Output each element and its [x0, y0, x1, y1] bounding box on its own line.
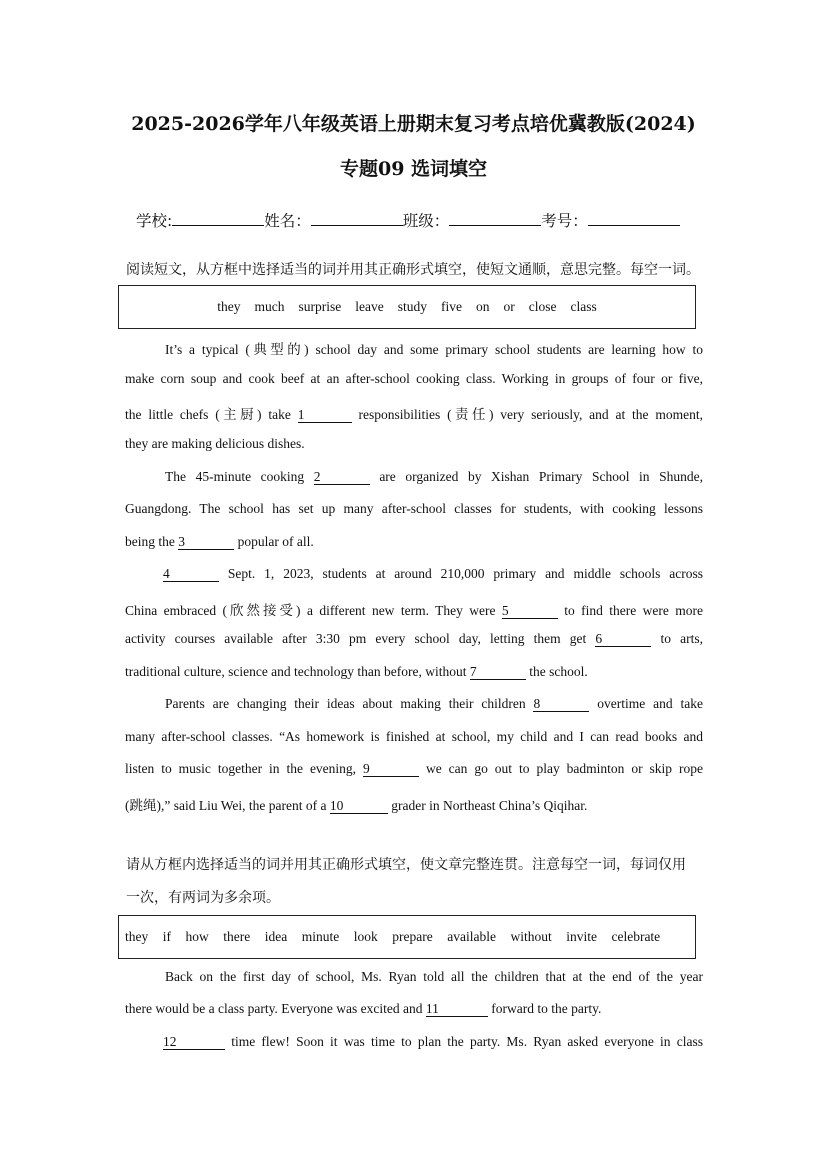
- answer-blank-5[interactable]: 5: [502, 604, 558, 619]
- word-bank-word: look: [353, 929, 378, 944]
- passage-line: [125, 631, 703, 651]
- passage-text: Guangdong. The school has set up many after-school classes for students, with cooking lessons: [125, 501, 703, 516]
- passage-line: [165, 338, 703, 358]
- word-bank-word: study: [397, 299, 427, 314]
- word-bank-2: [118, 915, 696, 959]
- passage-text: the little chefs (主厨) take: [125, 407, 298, 422]
- passage-text: there would be a class party. Everyone was excited and: [125, 1001, 426, 1016]
- answer-blank-2[interactable]: 2: [314, 470, 370, 485]
- passage-text: grader in Northeast China’s Qiqihar.: [387, 798, 588, 813]
- word-bank-word: or: [503, 299, 515, 314]
- page-subtitle: 专题09 选词填空: [339, 158, 488, 180]
- passage-text: the school.: [525, 664, 588, 679]
- passage-line: [125, 534, 703, 554]
- passage-line: [163, 566, 703, 586]
- passage-line: [125, 599, 703, 619]
- passage-text: The 45-minute cooking: [165, 469, 314, 484]
- answer-blank-1[interactable]: 1: [298, 408, 352, 423]
- passage-line: [125, 664, 703, 684]
- passage-text: we can go out to play badminton or skip rope: [419, 761, 703, 776]
- answer-blank-11[interactable]: 11: [426, 1002, 488, 1017]
- passage-text: popular of all.: [234, 534, 314, 549]
- answer-blank-4[interactable]: 4: [163, 567, 219, 582]
- passage-line: [125, 371, 703, 391]
- word-bank-word: minute: [301, 929, 340, 944]
- exam-no-label: 考号：: [541, 212, 588, 230]
- word-bank-word: invite: [566, 929, 597, 944]
- passage-line: [165, 469, 703, 489]
- class-field[interactable]: [449, 211, 541, 226]
- passage-text: forward to the party.: [487, 1001, 602, 1016]
- answer-blank-6[interactable]: 6: [595, 632, 651, 647]
- passage-line: [165, 969, 703, 989]
- section2-instruction-line2: 一次，有两词为多余项。: [126, 890, 280, 906]
- passage-line: [163, 1034, 703, 1054]
- class-label: 班级：: [402, 212, 450, 230]
- student-info-line: [136, 209, 680, 231]
- passage-text: (跳绳),” said Liu Wei, the parent of a: [125, 798, 330, 813]
- passage-text: many after-school classes. “As homework is finished at school, my child and I can read books and: [125, 729, 703, 744]
- passage-line: [125, 729, 703, 749]
- name-field[interactable]: [311, 211, 403, 226]
- passage-text: activity courses available after 3:30 pm every school day, letting them get: [125, 631, 596, 646]
- passage-text: make corn soup and cook beef at an after-school cooking class. Working in groups of four or five,: [125, 371, 703, 386]
- answer-blank-10[interactable]: 10: [330, 799, 388, 814]
- passage-text: overtime and take: [589, 696, 703, 711]
- exam-no-field[interactable]: [588, 211, 680, 226]
- passage-line: [125, 403, 703, 423]
- passage-text: Sept. 1, 2023, students at around 210,000 primary and middle schools across: [219, 566, 703, 581]
- page-title: 2025-2026学年八年级英语上册期末复习考点培优冀教版(2024): [131, 113, 696, 135]
- passage-text: Parents are changing their ideas about making their children: [165, 696, 534, 711]
- word-bank-word: celebrate: [611, 929, 661, 944]
- passage-text: China embraced (欣然接受) a different new term. They were: [125, 603, 502, 618]
- passage-text: listen to music together in the evening,: [125, 761, 364, 776]
- word-bank-word: prepare: [392, 929, 433, 944]
- answer-blank-7[interactable]: 7: [470, 665, 526, 680]
- answer-blank-9[interactable]: 9: [363, 762, 419, 777]
- passage-line: [165, 696, 703, 716]
- word-bank-word: if: [162, 929, 171, 944]
- section1-instruction: 阅读短文，从方框中选择适当的词并用其正确形式填空，使短文通顺，意思完整。每空一词。: [126, 262, 700, 278]
- word-bank-word: idea: [264, 929, 288, 944]
- passage-text: they are making delicious dishes.: [125, 436, 305, 451]
- word-bank-word: surprise: [298, 299, 342, 314]
- passage-text: It’s a typical (典型的) school day and some primary school students are learning how to: [165, 342, 703, 357]
- word-bank-1: [118, 285, 696, 329]
- word-bank-word: close: [528, 299, 557, 314]
- word-bank-word: available: [447, 929, 496, 944]
- school-label: 学校:: [136, 212, 173, 230]
- word-bank-word: they: [125, 929, 149, 944]
- passage-text: time flew! Soon it was time to plan the party. Ms. Ryan asked everyone in class: [225, 1034, 703, 1049]
- passage-line: [125, 501, 703, 521]
- word-bank-word: how: [185, 929, 209, 944]
- word-bank-word: leave: [355, 299, 384, 314]
- name-label: 姓名：: [264, 212, 311, 230]
- word-bank-word: they: [217, 299, 241, 314]
- answer-blank-12[interactable]: 12: [163, 1035, 225, 1050]
- answer-blank-8[interactable]: 8: [533, 697, 589, 712]
- word-bank-word: on: [476, 299, 490, 314]
- passage-text: to arts,: [651, 631, 703, 646]
- answer-blank-3[interactable]: 3: [178, 535, 234, 550]
- word-bank-word: there: [223, 929, 251, 944]
- passage-text: responsibilities (责任) very seriously, and at the moment,: [351, 407, 703, 422]
- passage-text: traditional culture, science and technology than before, without: [125, 664, 470, 679]
- passage-text: being the: [125, 534, 179, 549]
- passage-line: [125, 761, 703, 781]
- passage-line: [125, 1001, 703, 1021]
- passage-line: [125, 436, 703, 456]
- word-bank-word: class: [570, 299, 597, 314]
- passage-text: to find there were more: [557, 603, 703, 618]
- passage-line: [125, 794, 703, 814]
- school-field[interactable]: [172, 211, 264, 226]
- word-bank-word: five: [441, 299, 462, 314]
- word-bank-word: without: [510, 929, 552, 944]
- passage-text: Back on the first day of school, Ms. Ryan told all the children that at the end of the year: [165, 969, 703, 984]
- word-bank-word: much: [254, 299, 285, 314]
- section2-instruction-line1: 请从方框内选择适当的词并用其正确形式填空，使文章完整连贯。注意每空一词，每词仅用: [126, 857, 686, 873]
- passage-text: are organized by Xishan Primary School in Shunde,: [369, 469, 703, 484]
